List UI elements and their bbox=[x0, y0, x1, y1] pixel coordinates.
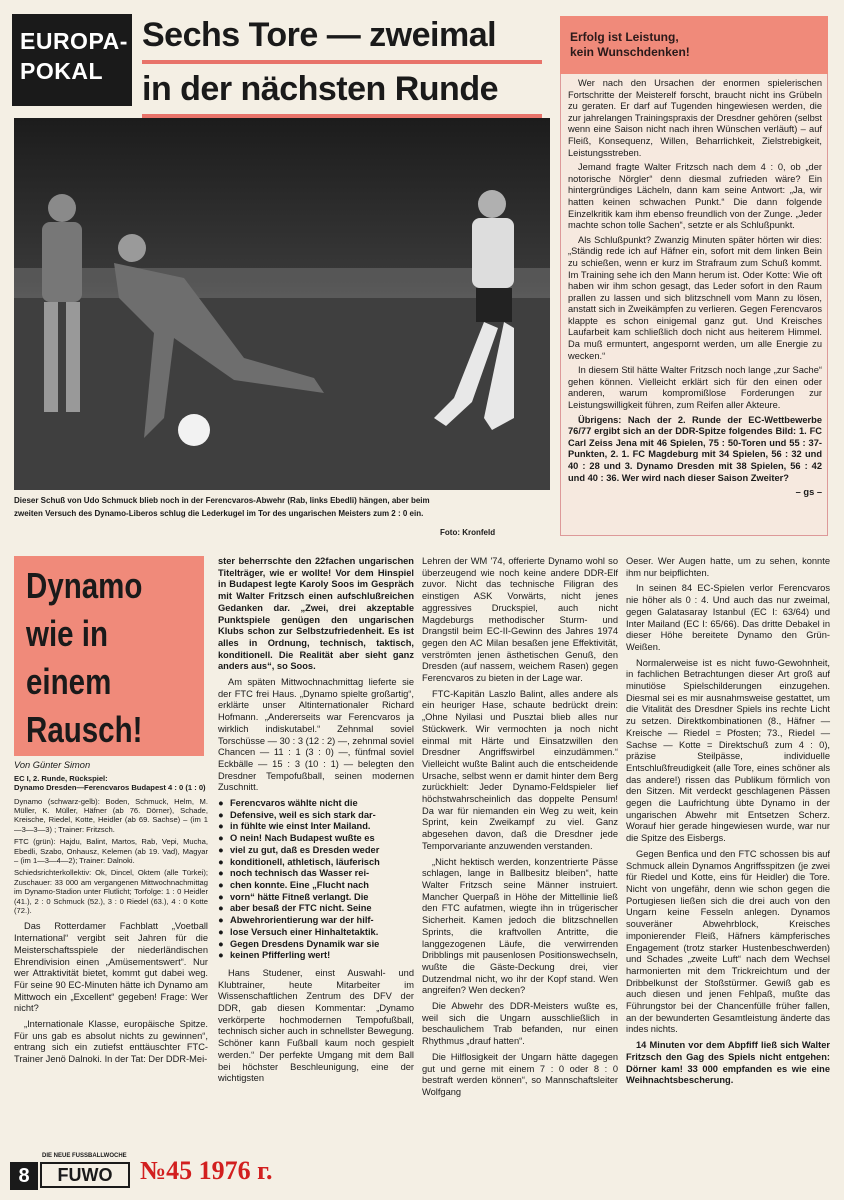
bullet-item: ● lose Versuch einer Hinhaltetaktik. bbox=[218, 926, 379, 937]
article-title bbox=[26, 562, 165, 754]
article-paragraph: Lehren der WM '74, offerierte Dynamo wohl so überzeugend wie noch keine andere DDR-Elf zuvor. Nicht das technische Filigran des einstigen ASK Vorwärts, nicht jenes aggressives Druckspiel, auch nicht Magdeburgs methodischer Sturm- und Drangstil beim EC-II-Gewinn des Jahres 1974 gegen den AC Milan besaßen jene Effektivität, verströmten jenen ästhetischen Genuß, den Dresden (auf nassem, weichem Rasen) gegen Ferencvaros zu bieten in der Lage war. bbox=[422, 556, 618, 684]
kicker-line-1: EUROPA- bbox=[20, 28, 128, 54]
headline bbox=[142, 12, 552, 118]
article-paragraph: Am späten Mittwochnachmittag lieferte sie der FTC frei Haus. „Dynamo spielte großartig“, erklärte unser Altinternationaler Richard Hofmann. „Andererseits war Ferencvaros ja wirklich indiskutabel.“ Zehnmal soviel Torschüsse — 30 : 3 (12 : 2) —, zehnmal soviel Chancen — 11 : 1 (3 : 0) —, fünfmal soviel Eckbälle — 15 : 3 (10 : 1) — belegten den Dresdner Tempofußball, seinen modernen Zuschnitt. bbox=[218, 677, 414, 793]
lineup-ftc: FTC (grün): Hajdu, Balint, Martos, Rab, Vepi, Mucha, Ebedli, Szabo, Onhausz, Kelemen (ab 19. Vad), Magyar – (im 1—3—4—2); Trainer: Dalnoki. bbox=[14, 837, 208, 865]
column-2 bbox=[218, 556, 414, 1089]
bullet-item: ● Ferencvaros wählte nicht die bbox=[218, 798, 358, 809]
bullet-item: ● konditionell, athletisch, läuferisch bbox=[218, 856, 380, 867]
section-kicker bbox=[12, 14, 132, 106]
article-paragraph: Die Abwehr des DDR-Meisters wußte es, weil sich die Ungarn ausschließlich in beschaulichem Trab befanden, nur einen Rhythmus „drauf hatten“. bbox=[422, 1001, 618, 1047]
referees-info: Schiedsrichterkollektiv: Ok, Dincel, Oktem (alle Türkei); Zuschauer: 33 000 am vergangenen Mittwochnachmittag im Dynamo-Stadion unter Flutlicht; Torfolge: 1 : 0 Heidler (41.), 2 : 0 Schmuck (52.), 3 : 0 Riedel (63.), 4 : 0 Kotte (72.). bbox=[14, 868, 208, 915]
bullet-item: ● Defensive, weil es sich stark dar- bbox=[218, 809, 376, 820]
bullet-item: ● keinen Pfifferling wert! bbox=[218, 950, 331, 961]
bullet-item: ● vorn“ hätte Fitneß verlangt. Die bbox=[218, 891, 369, 902]
sidebar-paragraph: Übrigens: Nach der 2. Runde der EC-Wettbewerbe 76/77 ergibt sich an der DDR-Spitze folgendes Bild: 1. FC Carl Zeiss Jena mit 46 Spielen, 75 : 50-Toren und 55 : 37-Punkten, 2. 1. FC Magdeburg mit 34 Spielen, 56 : 32 und 40 : 28 und 3. Dynamo Dresden mit 38 Spielen, 56 : 42 und 40 : 36. Wer wird nach dieser Saison Zweiter? bbox=[568, 414, 822, 483]
article-paragraph: FTC-Kapitän Laszlo Balint, alles andere als ein heuriger Hase, schaute bedrückt drein: „Ohne Nyilasi und Pusztai blieb alles nur Stückwerk. Wir vermochten ja noch nicht einmal mit Härte und Einsatzwillen den Dresdner Angriffswirbel einzudämmen.“ Vielleicht wußte Balint auch die entscheidende Ursache, selbst wenn er damit hinter dem Berg zurückhielt: Jeder Dynamo-Feldspieler lief höchstwahrscheinlich das doppelte Pensum! Da war für niemanden ein Weg zu weit, kein Sprint, kein Zweikampf zu viel. Ganz abgesehen davon, daß die Dresdner jede Temporvariante anzuwenden verstanden. bbox=[422, 688, 618, 851]
bullet-item: ● noch technisch das Wasser rei- bbox=[218, 868, 370, 879]
sidebar-title-line-1: Erfolg ist Leistung, bbox=[570, 30, 679, 44]
article-paragraph: 14 Minuten vor dem Abpfiff ließ sich Walter Fritzsch den Gag des Spiels nicht entgehen: Dörner kam! 33 000 empfanden es wie eine Weihnachtsbescherung. bbox=[626, 1040, 830, 1086]
bullet-item: ● aber besaß der FTC nicht. Seine bbox=[218, 903, 372, 914]
sidebar-paragraph: Als Schlußpunkt? Zwanzig Minuten später hörten wir dies: „Ständig rede ich auf Häfner ein, sofort mit dem linken Bein zu schießen, wenn er kurz im Strafraum zum Schuß kommt. Im Training sehe ich den Mann herum ist. Oder Kotte: Wie oft haben wir ihm schon gesagt, das Leder sofort in den Raum prallen zu lassen und sich blitzschnell vom Mann zu lösen, anstatt sich in Zweikämpfen zu verlieren. Gegen Ferencvaros klappte es schon einigemal ganz gut. Und Kreisches Laufarbeit kam schließlich doch nicht aus heiterem Himmel. Da muß ermuntert, angespornt werden, um alle Energie zu wecken.“ bbox=[568, 234, 822, 361]
article-paragraph: Oeser. Wer Augen hatte, um zu sehen, konnte ihm nur beipflichten. bbox=[626, 556, 830, 578]
author-line: Von Günter Simon bbox=[14, 760, 91, 770]
sidebar-paragraph: In diesem Stil hätte Walter Fritzsch noch lange „zur Sache“ gehen können. Vielleicht erklärt sich für den einen oder anderen, warum kompromißlose Forderungen zur Leistungswilligkeit führen, zum Reifen aller Akteure. bbox=[568, 365, 822, 411]
article-paragraph: „Internationale Klasse, europäische Spitze. Für uns gab es absolut nichts zu gewinnen“, entrang sich ein zutiefst enttäuschter FTC-Trainer Jenö Dalnoki. In der Tat: Der DDR-Mei- bbox=[14, 1019, 208, 1065]
headline-line-1: Sechs Tore — zweimal bbox=[142, 16, 497, 54]
article-paragraph: ster beherrschte den 22fachen ungarischen Titelträger, wie er wollte! Vor dem Hinspiel in Budapest legte Karoly Soos im Gespräch mit Walter Fritzsch einen aufschlußreichen Gedanken dar. „Zwei, drei akzeptable Punktspiele genügen den ungarischen Klubs schon zur Selbstzufriedenheit. Es ist alles in Ordnung, technisch, taktisch, konditionell. Die Realität aber sieht ganz anders aus“, so Soos. bbox=[218, 556, 414, 672]
magazine-subtitle: DIE NEUE FUSSBALLWOCHE bbox=[42, 1153, 127, 1159]
magazine-logo bbox=[40, 1153, 130, 1188]
bullet-item: ● in fühlte wie einst Inter Mailand. bbox=[218, 821, 371, 832]
photo-illustration bbox=[14, 118, 550, 490]
article-title-line: Dynamo bbox=[26, 565, 143, 606]
bullet-list bbox=[218, 798, 414, 962]
article-paragraph: Normalerweise ist es nicht fuwo-Gewohnheit, in fachlichen Betrachtungen dieser Art groß auf minutiöse Spielschilderungen einzugehen. Diesmal sei es mir ausnahmsweise gestattet, um die Vitalität des Dresdner Spiels ins rechte Licht zu setzen. Direktkombinationen (8., Häfner — Kreische — Riedel = Pfosten; 73., Riedel — Sachse — Kotte = Direktschuß zum 4 : 0), präzise Steilpässe, individuelle Entschlußfreudigkeit (alle Tore, eines schöner als das andere!) rissen das Publikum förmlich von den Sitzen. Mit verdeckt geschlagenen Pässen gegen die Laufrichtung übte Dynamo in der ungarischen Abwehr mit Entsetzen Scherz. Worauf hier gerade hingewiesen wurde, war nur die Spitze des Eisbergs. bbox=[626, 657, 830, 844]
bullet-item: ● Abwehrorientierung war der hilf- bbox=[218, 915, 374, 926]
sidebar-title bbox=[560, 16, 828, 74]
sidebar-text bbox=[568, 78, 822, 499]
kicker-line-2: POKAL bbox=[20, 58, 103, 84]
article-title-line: einem bbox=[26, 661, 112, 702]
caption-line-2: zweiten Versuch des Dynamo-Liberos schlug die Lederkugel im Tor des ungarischen Meisters zum 2 : 0 ein. bbox=[14, 509, 424, 518]
article-paragraph: Gegen Benfica und den FTC schossen bis auf Schmuck allein Dynamos Angriffsspitzen (je zwei für Riedel und Kotte, eins für Heidler) die Tore. Nicht von ungefähr, denn wie schon gegen die Portugiesen ließen sich die drei auch von den Ungarn keine Fesseln anlegen. Dynamos souveräner Abwehrblock, Kreisches imponierender Fleiß, Häfners kämpferisches Engagement (trotz starker Hustenbeschwerden) und Schades „zweite Luft“ nach dem Wechsel harmonierten mit dem Trickreichtum und der Dribbelkunst der Stoßstürmer. Gewiß gab es auch diesen und jenen Fehlpaß, mußte das Führungstor bei der Chancenfülle früher fallen, an der bewunderten Gesamtleistung änderte das indes nichts. bbox=[626, 848, 830, 1035]
article-paragraph: „Nicht hektisch werden, konzentrierte Pässe schlagen, lange in Ballbesitz bleiben“, hatte Walter Fritzsch seine Männer instruiert. Mancher Querpaß in Höhe der Mittellinie ließ den FTC aufatmen, wiegte ihn in trügerischer Sicherheit. Kamen jedoch die blitzschnellen Sprints, die kraftvollen Antritte, die langgezogenen Läufe, die verwirrenden Dribblings mit pausenlosen Positionswechseln, wußte die Gäste-Deckung drei, vier Dutzendmal nicht, wo ihr der Kopf stand. Wen angreifen? Wen decken? bbox=[422, 856, 618, 996]
article-paragraph: Das Rotterdamer Fachblatt „Voetball International“ vergibt seit Jahren für die Meisterschaftsspiele der niederländischen Ehrendivision einen „Amüsementswert“. Nur wer Attraktivität bietet, kommt gut dabei weg. Für seine 90 EC-Minuten hätte ich Dynamo am Mittwoch ein „Excellent“ gegeben! Frage: Wer nicht? bbox=[14, 921, 208, 1014]
match-teams: Dynamo Dresden—Ferencvaros Budapest 4 : 0 (1 : 0) bbox=[14, 783, 206, 793]
handwritten-note: №45 1976 г. bbox=[140, 1156, 273, 1185]
bullet-item: ● Gegen Dresdens Dynamik war sie bbox=[218, 938, 380, 949]
bullet-item: ● O nein! Nach Budapest wußte es bbox=[218, 833, 375, 844]
sidebar-title-line-2: kein Wunschdenken! bbox=[570, 45, 690, 59]
headline-rule bbox=[142, 60, 542, 64]
column-4 bbox=[626, 556, 830, 1091]
article-paragraph: Die Hilflosigkeit der Ungarn hätte dagegen gut und gerne mit einem 7 : 0 oder 8 : 0 bestraft werden können“, so Mannschaftsleiter Wolfgang bbox=[422, 1051, 618, 1097]
photo-credit: Foto: Kronfeld bbox=[440, 528, 496, 537]
sidebar-paragraph: Jemand fragte Walter Fritzsch nach dem 4 : 0, ob „der notorische Nörgler“ denn diesmal zufrieden wäre? Ein hintergründiges Lächeln, dann kam seine Antwort: „Ja, wir hatten keinen schwachen Punkt.“ Die dann folgende Einzelkritik kam ihm ebenso freundlich von der Zunge. „Jeder machte schon tolle Sachen“, setzte er als Schlußpunkt. bbox=[568, 162, 822, 231]
page-number: 8 bbox=[10, 1162, 38, 1190]
sidebar-signature: – gs – bbox=[795, 487, 822, 498]
article-paragraph: In seinen 84 EC-Spielen verlor Ferencvaros nie höher als 0 : 4. Und auch das nur zweimal, gegen Galatasaray Istanbul (EC I: 63/64) und Inter Mailand (EC I: 65/66). Das dritte Debakel in dieser Höhe bereitete Dynamo den Grün-Weißen. bbox=[626, 583, 830, 652]
bullet-item: ● chen konnte. Eine „Flucht nach bbox=[218, 879, 369, 890]
headline-line-2: in der nächsten Runde bbox=[142, 70, 498, 108]
column-3 bbox=[422, 556, 618, 1103]
article-title-line: wie in bbox=[26, 613, 109, 654]
photo-caption bbox=[14, 494, 554, 520]
caption-line-1: Dieser Schuß von Udo Schmuck blieb noch in der Ferencvaros-Abwehr (Rab, links Ebedli) hängen, aber beim bbox=[14, 496, 430, 505]
article-paragraph: Hans Studener, einst Auswahl- und Klubtrainer, heute Mitarbeiter im Wissenschaftlichen Zentrum des DFV der DDR, gab diesen Kommentar: „Dynamo verkörperte hochmodernen Tempofußball, technisch sicher auch in schnellster Bewegung. Schöner kann Fußball kaum noch gespielt werden.“ Der perfekte Umgang mit dem Ball bei höchster Beschleunigung, eine der wichtigsten bbox=[218, 967, 414, 1084]
column-1 bbox=[14, 760, 208, 1070]
sidebar-paragraph: Wer nach den Ursachen der enormen spielerischen Fortschritte der Meisterelf forscht, braucht nicht ins Grübeln zu geraten. Er darf auf Tugenden hingewiesen werden, die zur jahrelangen Trainingspraxis der Dresdner gehören (selbst wenn eine Saison nicht nach ihren Wünschen verläuft) – auf Fleiß, Konsequenz, Willen, Beharrlichkeit, Zielstrebigkeit, Leistungsstreben. bbox=[568, 78, 822, 158]
magazine-name: FUWO bbox=[57, 1165, 113, 1185]
lineup-dynamo: Dynamo (schwarz-gelb): Boden, Schmuck, Helm, M. Müller, K. Müller, Häfner (ab 76. Dörner), Schade, Kreische, Riedel, Kotte, Heidler (ab 69. Sachse) – (im 1—3—3—3) ; Trainer: Fritzsch. bbox=[14, 796, 208, 834]
match-photo bbox=[14, 118, 550, 490]
article-title-line: Rausch! bbox=[26, 709, 143, 750]
bullet-item: ● viel zu gut, daß es Dresden weder bbox=[218, 844, 380, 855]
match-heading: EC I, 2. Runde, Rückspiel: bbox=[14, 773, 108, 783]
